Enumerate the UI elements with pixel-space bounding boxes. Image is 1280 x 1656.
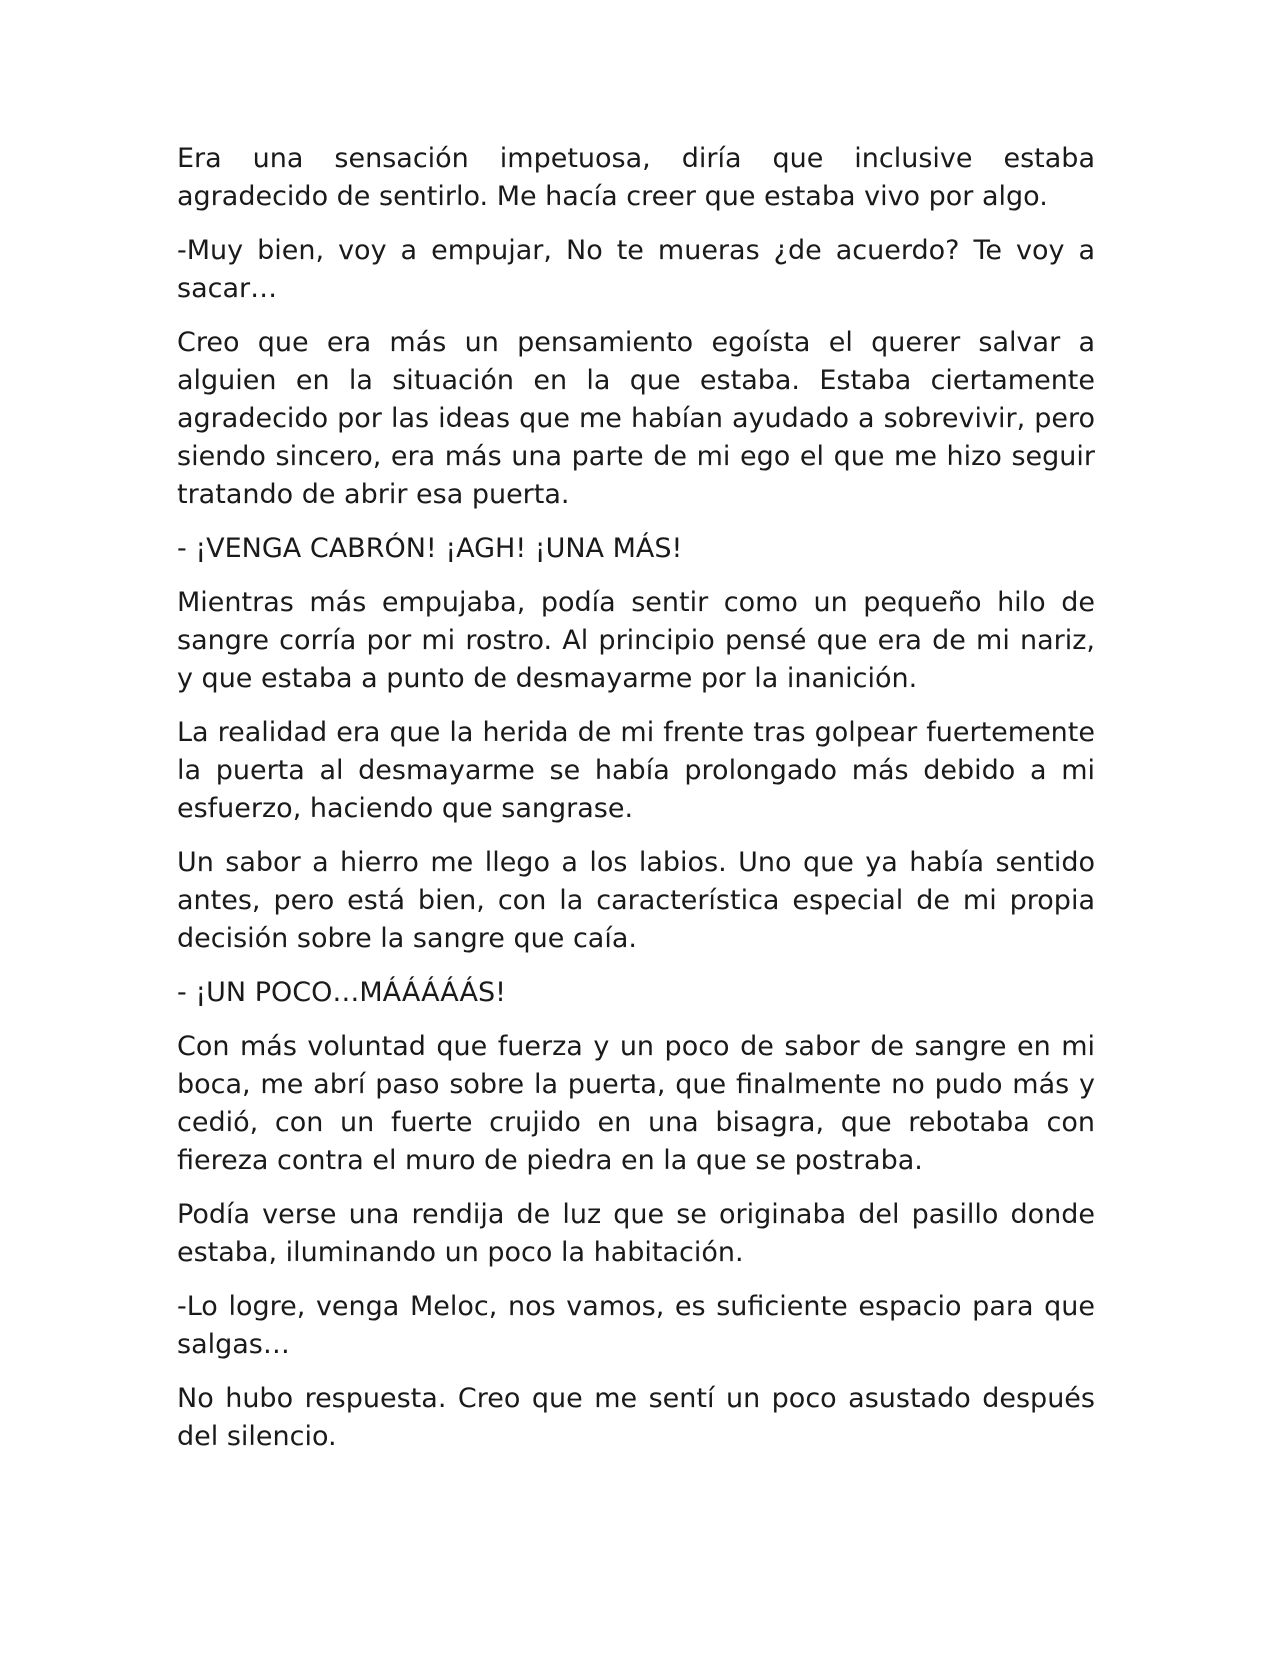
dialogue-line: -Muy bien, voy a empujar, No te mueras ¿de acuerdo? Te voy a sacar…: [177, 235, 1095, 304]
document-page: [177, 140, 1095, 1472]
paragraph: Podía verse una rendija de luz que se originaba del pasillo donde estaba, iluminando un poco la habitación.: [177, 1199, 1095, 1268]
dialogue-line: -Lo logre, venga Meloc, nos vamos, es suficiente espacio para que salgas…: [177, 1291, 1095, 1360]
dialogue-line: - ¡UN POCO…MÁÁÁÁÁS!: [177, 977, 506, 1008]
paragraph: Con más voluntad que fuerza y un poco de sabor de sangre en mi boca, me abrí paso sobre la puerta, que finalmente no pudo más y cedió, con un fuerte crujido en una bisagra, que rebotaba con fiereza contra el muro de piedra en la que se postraba.: [177, 1031, 1095, 1176]
paragraph: No hubo respuesta. Creo que me sentí un poco asustado después del silencio.: [177, 1383, 1095, 1452]
paragraph: Un sabor a hierro me llego a los labios. Uno que ya había sentido antes, pero está bien, con la característica especial de mi propia decisión sobre la sangre que caía.: [177, 847, 1095, 954]
paragraph: Era una sensación impetuosa, diría que inclusive estaba agradecido de sentirlo. Me hacía creer que estaba vivo por algo.: [177, 143, 1095, 212]
paragraph: Mientras más empujaba, podía sentir como un pequeño hilo de sangre corría por mi rostro. Al principio pensé que era de mi nariz, y que estaba a punto de desmayarme por la inanición.: [177, 587, 1095, 694]
dialogue-line: - ¡VENGA CABRÓN! ¡AGH! ¡UNA MÁS!: [177, 533, 683, 564]
paragraph: Creo que era más un pensamiento egoísta el querer salvar a alguien en la situación en la que estaba. Estaba ciertamente agradecido por las ideas que me habían ayudado a sobrevivir, pero siendo sincero, era más una parte de mi ego el que me hizo seguir tratando de abrir esa puerta.: [177, 327, 1095, 510]
paragraph: La realidad era que la herida de mi frente tras golpear fuertemente la puerta al desmayarme se había prolongado más debido a mi esfuerzo, haciendo que sangrase.: [177, 717, 1095, 824]
